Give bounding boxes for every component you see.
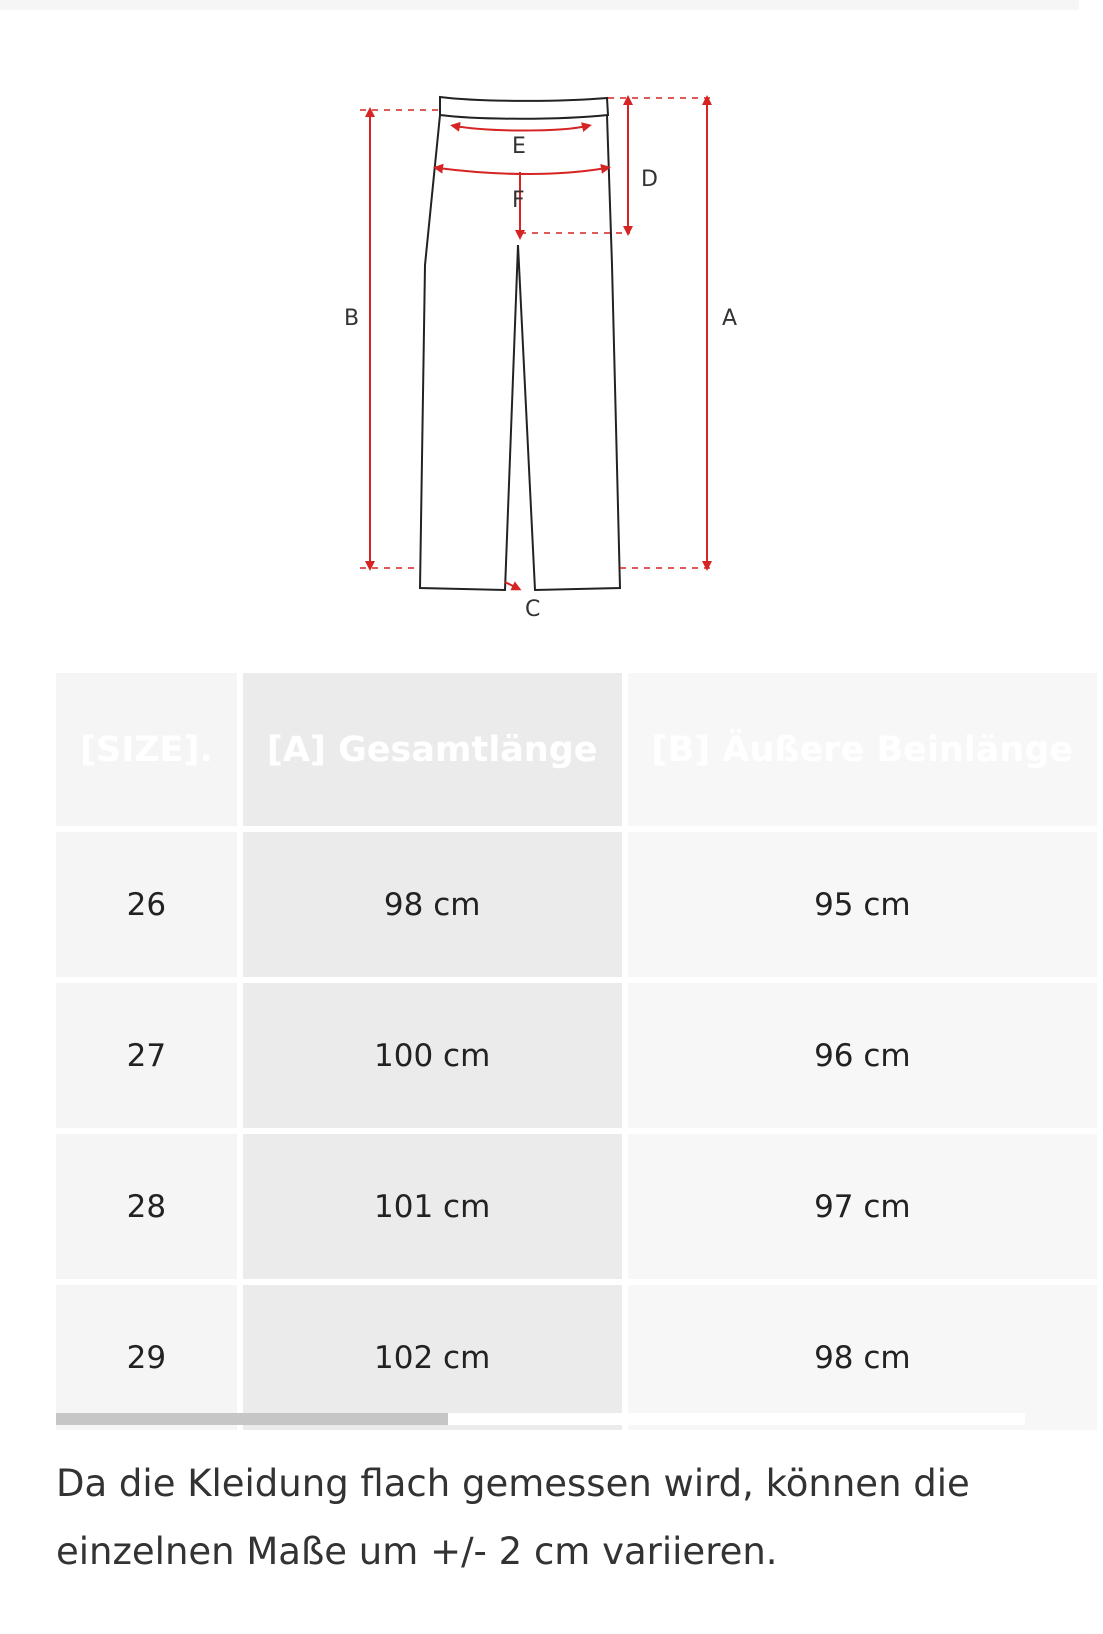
- top-strip: [0, 0, 1079, 10]
- cell-outer-leg-length: 98 cm: [628, 1285, 1098, 1430]
- cell-size: 28: [56, 1134, 237, 1279]
- header-size: [SIZE].: [56, 673, 237, 826]
- cell-size: 27: [56, 983, 237, 1128]
- arrow-f: [438, 168, 606, 174]
- label-c: C: [525, 597, 541, 622]
- cell-outer-leg-length: 97 cm: [628, 1134, 1098, 1279]
- size-table: [50, 667, 1103, 1436]
- table-header-row: [56, 673, 1097, 826]
- arrow-c: [505, 582, 517, 588]
- measurement-note: Da die Kleidung flach gemessen wird, können die einzelnen Maße um +/- 2 cm variieren.: [56, 1462, 970, 1573]
- size-table-container[interactable]: [56, 673, 1074, 1426]
- table-row: [56, 832, 1097, 977]
- label-f: F: [512, 188, 525, 213]
- cell-size: 29: [56, 1285, 237, 1430]
- cell-outer-leg-length: 96 cm: [628, 983, 1098, 1128]
- table-row: [56, 983, 1097, 1128]
- cell-total-length: 101 cm: [243, 1134, 622, 1279]
- cell-total-length: 100 cm: [243, 983, 622, 1128]
- label-e: E: [512, 134, 526, 159]
- arrow-e: [455, 126, 587, 131]
- header-total-length: [A] Gesamtlänge: [243, 673, 622, 826]
- cell-total-length: 98 cm: [243, 832, 622, 977]
- label-b: B: [344, 306, 360, 331]
- label-a: A: [722, 306, 738, 331]
- label-d: D: [641, 167, 658, 192]
- trousers-size-diagram: [0, 60, 1079, 630]
- trousers-diagram-svg: [0, 60, 1079, 630]
- cell-outer-leg-length: 95 cm: [628, 832, 1098, 977]
- cell-total-length: 102 cm: [243, 1285, 622, 1430]
- horizontal-scrollbar-thumb[interactable]: [56, 1413, 448, 1425]
- header-outer-leg-length: [B] Äußere Beinlänge: [628, 673, 1098, 826]
- table-row: [56, 1134, 1097, 1279]
- table-row: [56, 1285, 1097, 1430]
- cell-size: 26: [56, 832, 237, 977]
